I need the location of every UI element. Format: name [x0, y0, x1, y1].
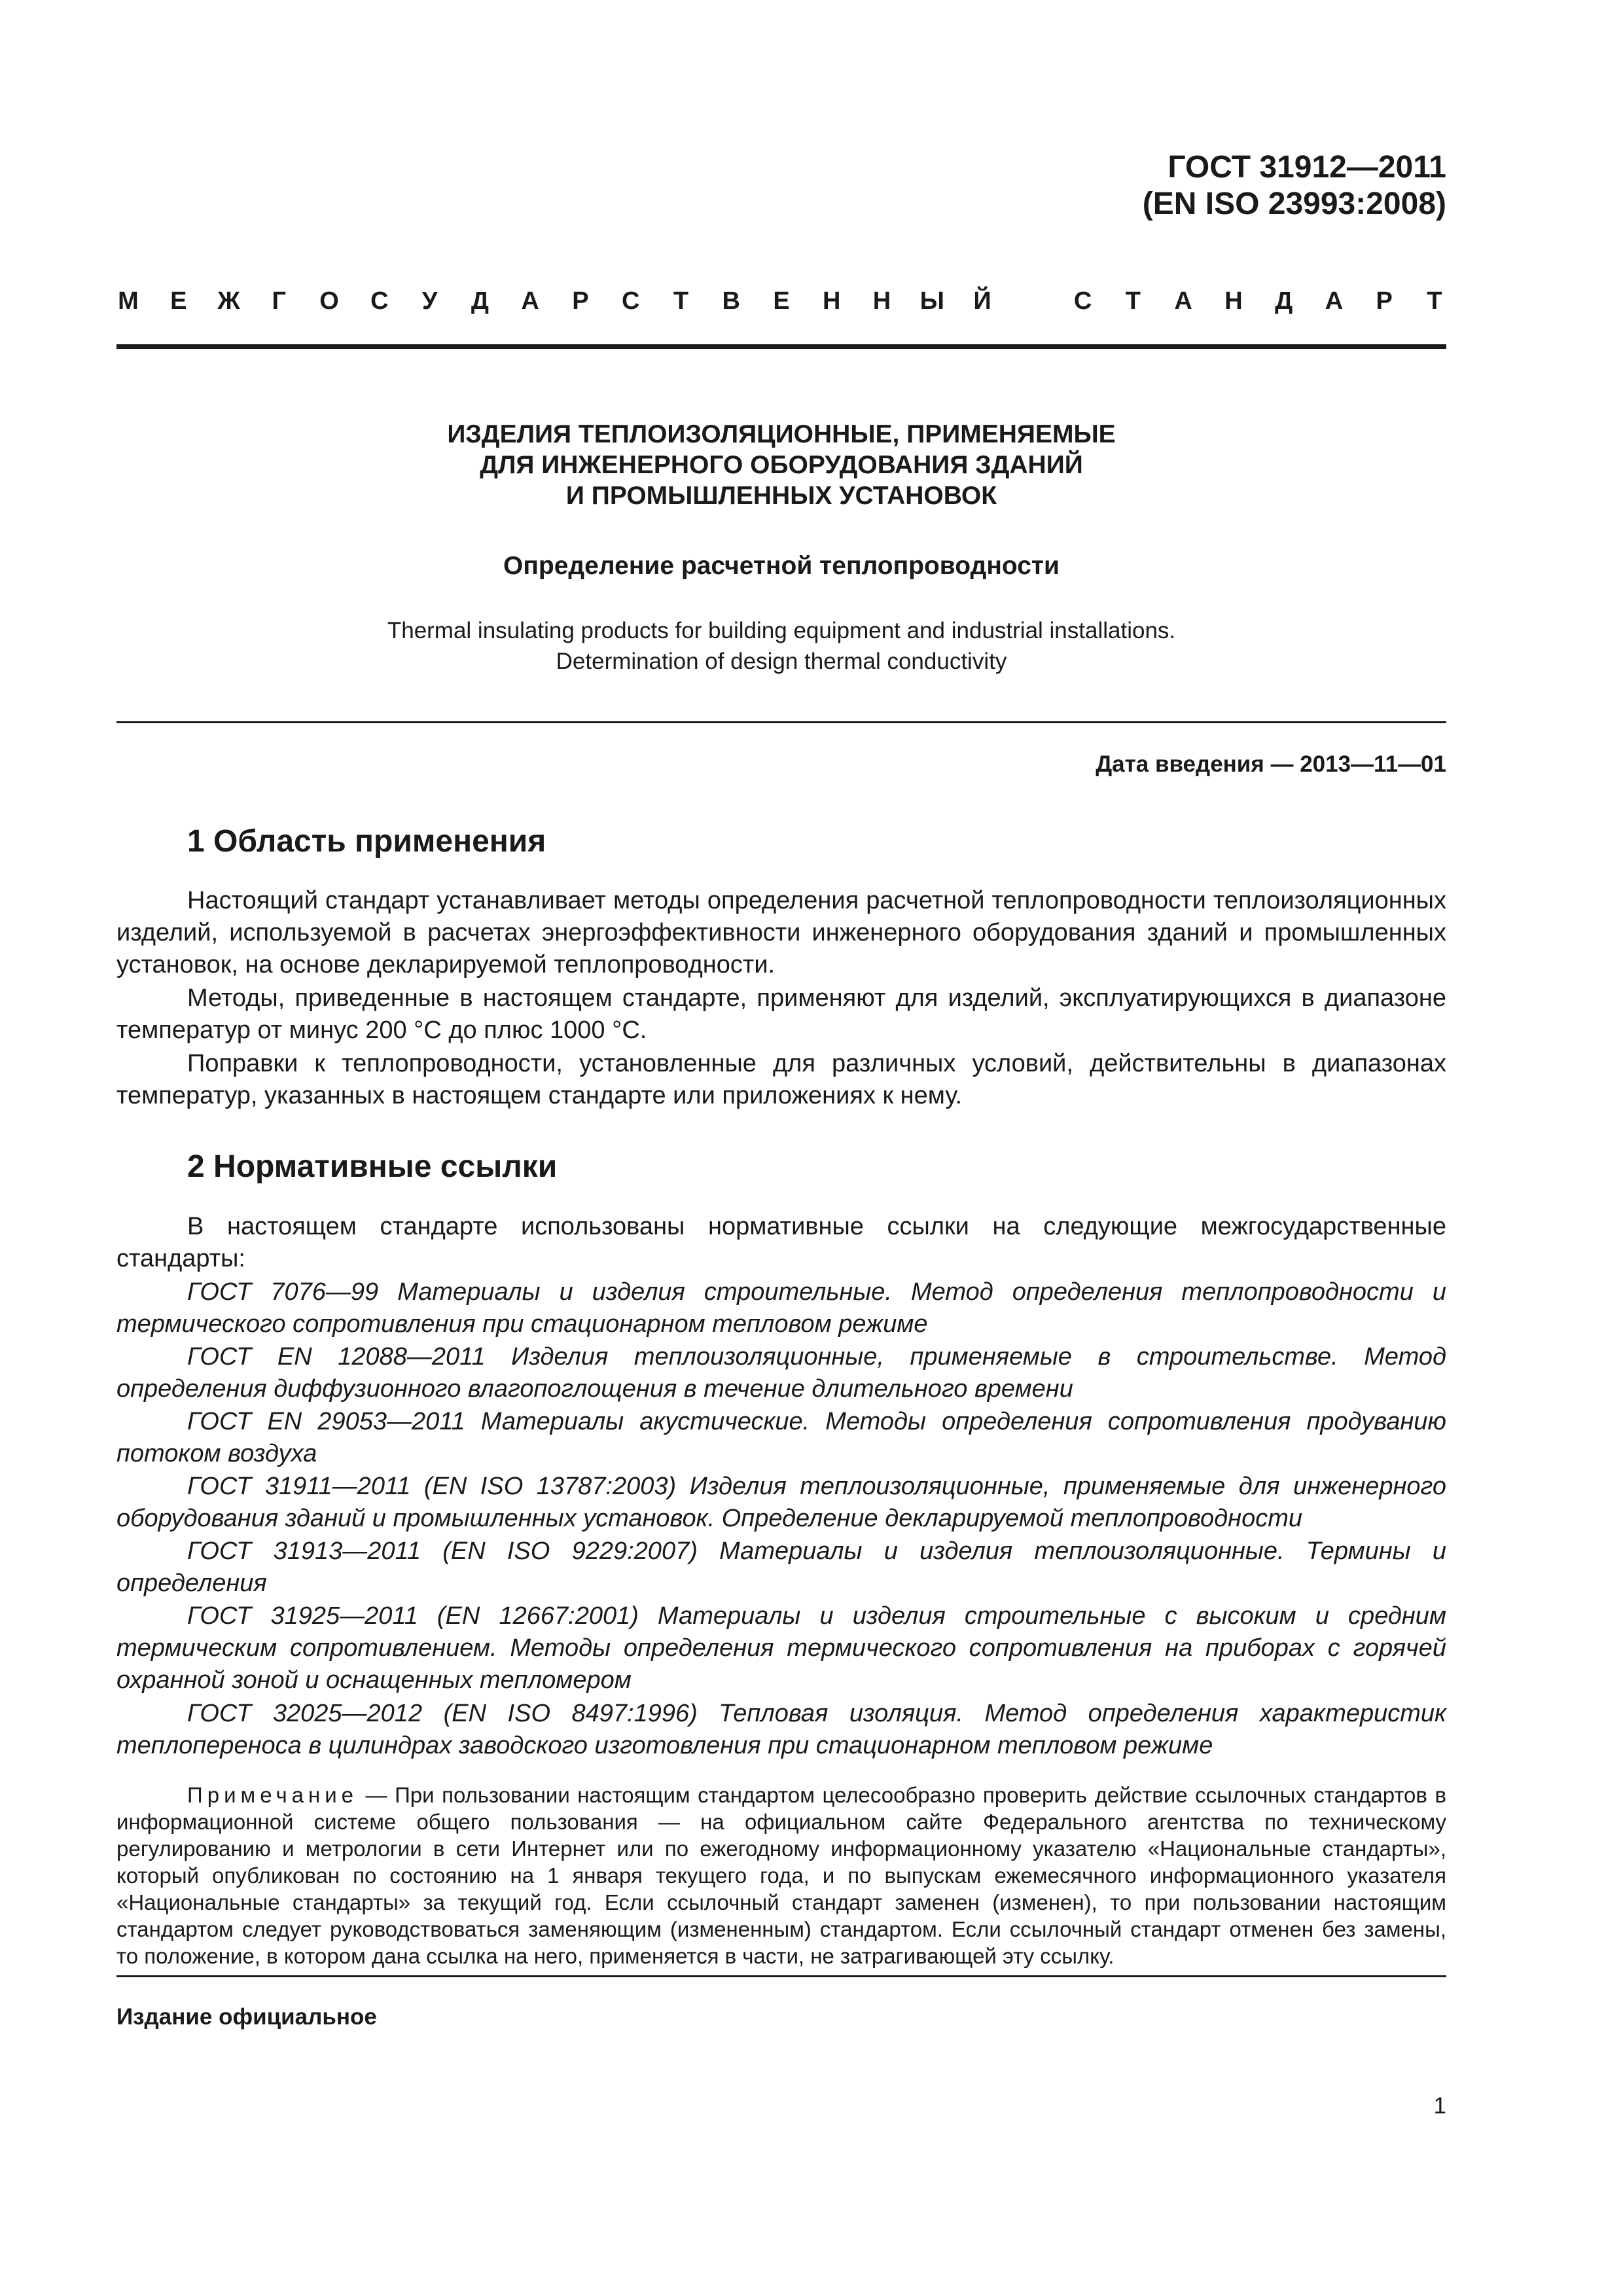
introduction-date: Дата введения — 2013—11—01 — [1096, 751, 1446, 777]
interstate-letter: А — [1325, 287, 1344, 315]
english-title — [116, 615, 1446, 677]
interstate-letter: М — [118, 287, 139, 315]
normative-reference: ГОСТ 7076—99 Материалы и изделия строительные. Метод определения теплопроводности и термического сопротивления при стационарном тепловом режиме — [116, 1278, 1446, 1338]
interstate-letter: А — [1174, 287, 1192, 315]
interstate-letter: С — [621, 287, 640, 315]
note — [116, 1782, 1446, 1969]
section-1-paragraph-2: Методы, приведенные в настоящем стандарте, применяют для изделий, эксплуатирующихся в диапазоне температур от минус 200 °С до плюс 1000 °С. — [116, 984, 1446, 1044]
interstate-letter: Й — [973, 287, 991, 315]
normative-reference: ГОСТ 31925—2011 (EN 12667:2001) Материалы и изделия строительные с высоким и средним термическим сопротивлением. Методы определения термического сопротивления на приборах с горячей охранной зоной и оснащенных тепломером — [116, 1602, 1446, 1694]
header-rule — [116, 344, 1446, 349]
normative-reference: ГОСТ EN 29053—2011 Материалы акустические. Методы определения сопротивления продуванию потоком воздуха — [116, 1408, 1446, 1467]
interstate-letter: О — [319, 287, 339, 315]
note-text: — При пользовании настоящим стандартом целесообразно проверить действие ссылочных стандартов в информационной системе общего пользования — на официальном сайте Федерального агентства по техническому регулированию и метрологии в сети Интернет или по ежегодному информационному указателю «Национальные стандарты», который опубликован по состоянию на 1 января текущего года, и по выпускам ежемесячного информационного указателя «Национальные стандарты» за текущий год. Если ссылочный стандарт заменен (изменен), то при пользовании настоящим стандартом следует руководствоваться заменяющим (измененным) стандартом. Если ссылочный стандарт отменен без замены, то положение, в котором дана ссылка на него, применяется в части, не затрагивающей эту ссылку. — [116, 1783, 1446, 1968]
official-edition-label: Издание официальное — [116, 2004, 377, 2030]
interstate-letter: Н — [1224, 287, 1243, 315]
document-code-block — [1143, 149, 1446, 223]
interstate-standard-heading — [116, 283, 1446, 319]
english-title-line-1: Thermal insulating products for building equipment and industrial installations. — [387, 618, 1176, 643]
interstate-letter: В — [722, 287, 740, 315]
document-code: ГОСТ 31912—2011 — [1168, 150, 1446, 185]
section-1-heading: 1 Область применения — [187, 824, 546, 859]
section-1-paragraph-3: Поправки к теплопроводности, установленные для различных условий, действительны в диапазонах температур, указанных в настоящем стандарте или приложениях к нему. — [116, 1050, 1446, 1109]
interstate-letter: Р — [572, 287, 589, 315]
normative-reference: ГОСТ EN 12088—2011 Изделия теплоизоляционные, применяемые в строительстве. Метод определения диффузионного влагопоглощения в течение длительного времени — [116, 1343, 1446, 1403]
title-line-1: ИЗДЕЛИЯ ТЕПЛОИЗОЛЯЦИОННЫЕ, ПРИМЕНЯЕМЫЕ — [447, 420, 1116, 448]
document-subtitle: Определение расчетной теплопроводности — [503, 552, 1060, 580]
interstate-letter: Ы — [919, 287, 944, 315]
interstate-letter: Т — [1125, 287, 1141, 315]
section-2-heading: 2 Нормативные ссылки — [187, 1149, 558, 1184]
section-2-intro: В настоящем стандарте использованы нормативные ссылки на следующие межгосударственные стандарты: — [116, 1213, 1446, 1272]
normative-reference: ГОСТ 31913—2011 (EN ISO 9229:2007) Материалы и изделия теплоизоляционные. Термины и определения — [116, 1537, 1446, 1597]
normative-reference: ГОСТ 32025—2012 (EN ISO 8497:1996) Тепловая изоляция. Метод определения характеристик теплопереноса в цилиндрах заводского изготовления при стационарном тепловом режиме — [116, 1700, 1446, 1759]
interstate-letter: С — [1073, 287, 1092, 315]
interstate-letter: Ж — [217, 287, 240, 315]
interstate-letter: А — [521, 287, 539, 315]
note-label: Примечание — [187, 1783, 359, 1807]
interstate-letter: Д — [471, 287, 489, 315]
interstate-letter: У — [421, 287, 438, 315]
section-1-paragraph-1: Настоящий стандарт устанавливает методы определения расчетной теплопроводности теплоизоляционных изделий, используемой в расчетах энергоэффективности инженерного оборудования зданий и промышленных установок, на основе декларируемой теплопроводности. — [116, 887, 1446, 978]
document-en-code: (EN ISO 23993:2008) — [1142, 187, 1446, 221]
footer-rule — [116, 1975, 1446, 1977]
interstate-letter: Е — [773, 287, 790, 315]
title-line-2: ДЛЯ ИНЖЕНЕРНОГО ОБОРУДОВАНИЯ ЗДАНИЙ — [480, 451, 1083, 479]
interstate-letter: Е — [170, 287, 187, 315]
title-rule — [116, 721, 1446, 723]
interstate-letter: Г — [272, 287, 287, 315]
normative-reference: ГОСТ 31911—2011 (EN ISO 13787:2003) Изделия теплоизоляционные, применяемые для инженерного оборудования зданий и промышленных установок. Определение декларируемой теплопроводности — [116, 1473, 1446, 1532]
interstate-letter: Д — [1275, 287, 1293, 315]
interstate-letter: Т — [673, 287, 689, 315]
interstate-letter: Р — [1376, 287, 1393, 315]
interstate-letter: Н — [872, 287, 891, 315]
document-title — [116, 419, 1446, 511]
title-line-3: И ПРОМЫШЛЕННЫХ УСТАНОВОК — [565, 482, 997, 510]
english-title-line-2: Determination of design thermal conductivity — [556, 649, 1007, 674]
interstate-letter: С — [370, 287, 389, 315]
interstate-letter: Т — [1427, 287, 1442, 315]
page-number: 1 — [1433, 2093, 1446, 2119]
interstate-letter: Н — [823, 287, 841, 315]
